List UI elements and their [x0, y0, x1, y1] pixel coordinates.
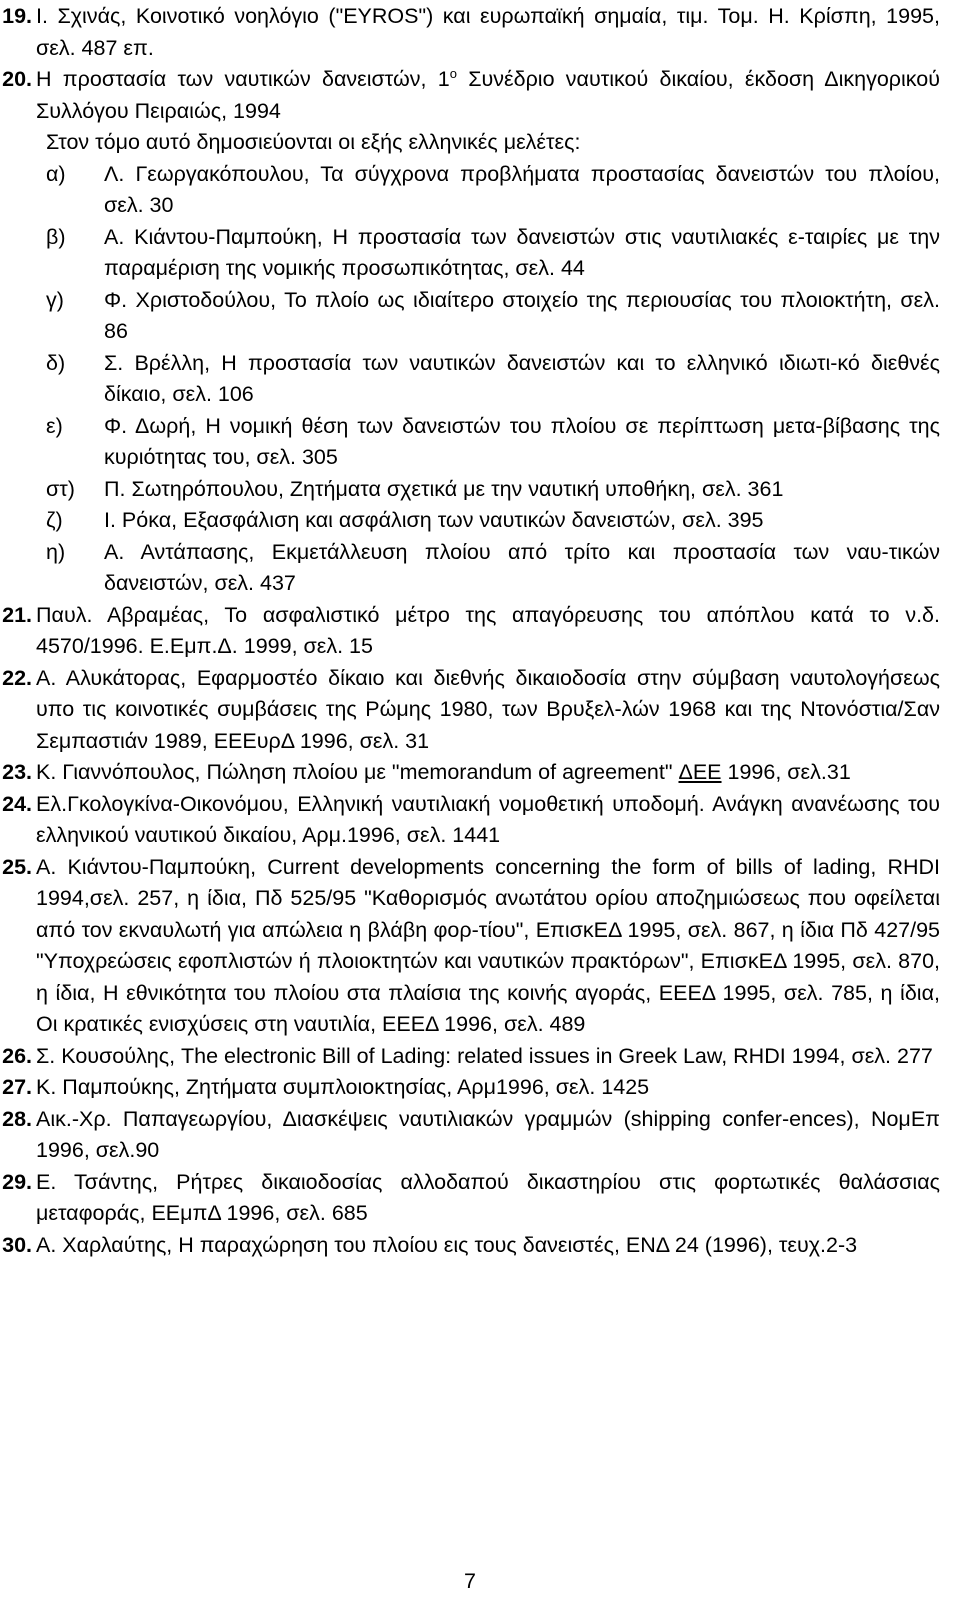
- item-number: 23.: [2, 760, 32, 784]
- item-text: Αικ.-Χρ. Παπαγεωργίου, Διασκέψεις ναυτιλιακών γραμμών (shipping confer-ences), ΝομΕπ 1996, σελ.90: [36, 1106, 940, 1162]
- sublist-text: Σ. Βρέλλη, Η προστασία των ναυτικών δανειστών και το ελληνικό ιδιωτι-κό διεθνές δίκαιο, σελ. 106: [104, 350, 940, 406]
- sublist-text: Α. Κιάντου-Παμπούκη, Η προστασία των δανειστών στις ναυτιλιακές ε-ταιρίες με την παραμέριση της νομικής προσωπικότητας, σελ. 44: [104, 224, 940, 280]
- sublist-item: [36, 474, 940, 506]
- item-text-part: 1996, σελ.31: [721, 760, 851, 784]
- sublist-item: [36, 537, 940, 600]
- list-item: [0, 64, 940, 127]
- sublist-item: [36, 348, 940, 411]
- item-number: 22.: [2, 665, 32, 690]
- superscript: ο: [449, 65, 457, 81]
- sublist-row: [0, 159, 940, 600]
- page-number: 7: [464, 1569, 476, 1593]
- item-number: 29.: [2, 1169, 32, 1194]
- list-item: [0, 1072, 940, 1104]
- sublist-intro: Στον τόμο αυτό δημοσιεύονται οι εξής ελληνικές μελέτες:: [46, 130, 581, 154]
- sublist-item: [36, 505, 940, 537]
- sublist: [36, 159, 940, 600]
- item-number: 19.: [2, 4, 32, 28]
- item-number: 24.: [2, 791, 32, 816]
- sublist-label: στ): [46, 476, 75, 501]
- sublist-item: [36, 285, 940, 348]
- item-text-part: Κ. Γιαννόπουλος, Πώληση πλοίου με "memorandum of agreement": [36, 760, 679, 784]
- sublist-label: γ): [46, 287, 64, 312]
- sublist-label: δ): [46, 350, 66, 375]
- sublist-text: Φ. Δωρή, Η νομική θέση των δανειστών του πλοίου σε περίπτωση μετα-βίβασης της κυριότητας του, σελ. 305: [104, 413, 940, 469]
- item-number: 30.: [2, 1232, 32, 1257]
- list-item: [0, 663, 940, 758]
- sublist-item: [36, 159, 940, 222]
- item-number: 26.: [2, 1043, 32, 1068]
- item-text: Παυλ. Αβραμέας, Το ασφαλιστικό μέτρο της απαγόρευσης του απόπλου κατά το ν.δ. 4570/1996. Ε.Εμπ.Δ. 1999, σελ. 15: [36, 602, 940, 658]
- list-item: [0, 1041, 940, 1073]
- list-item: [0, 1230, 940, 1262]
- list-item: [0, 757, 940, 789]
- list-item: [0, 789, 940, 852]
- item-number: 25.: [2, 854, 32, 879]
- item-text: [36, 757, 940, 789]
- bibliography-list: [0, 1, 940, 1261]
- list-item: [0, 1, 940, 64]
- sublist-text: Α. Αντάπασης, Εκμετάλλευση πλοίου από τρίτο και προστασία των ναυ-τικών δανειστών, σελ. 437: [104, 539, 940, 595]
- sublist-label: α): [46, 161, 66, 186]
- sublist-item: [36, 222, 940, 285]
- item-text: Κ. Παμπούκης, Ζητήματα συμπλοιοκτησίας, Αρμ1996, σελ. 1425: [36, 1075, 650, 1099]
- sublist-intro-row: [0, 127, 940, 159]
- list-item: [0, 600, 940, 663]
- item-text-part: Συνέδριο ναυτικού δικαίου, έκδοση Δικηγορικού Συλλόγου Πειραιώς, 1994: [36, 67, 940, 123]
- sublist-text: Ι. Ρόκα, Εξασφάλιση και ασφάλιση των ναυτικών δανειστών, σελ. 395: [104, 508, 764, 532]
- sublist-item: [36, 411, 940, 474]
- sublist-label: ζ): [46, 508, 63, 532]
- item-number: 20.: [2, 67, 32, 91]
- list-item: [0, 852, 940, 1041]
- item-number: 28.: [2, 1106, 32, 1131]
- item-text: Ελ.Γκολογκίνα-Οικονόμου, Ελληνική ναυτιλιακή νομοθετική υποδομή. Ανάγκη ανανέωσης του ελληνικού ναυτικού δικαίου, Αρμ.1996, σελ. 1441: [36, 791, 940, 847]
- item-text: Α. Αλυκάτορας, Εφαρμοστέο δίκαιο και διεθνής δικαιοδοσία στην σύμβαση ναυτολογήσεως υπο τις κοινοτικές συμβάσεις της Ρώμης 1980, των Βρυξελ-λών 1968 και της Ντονόστια/Σαν Σεμπαστιάν 1989, ΕΕΕυρΔ 1996, σελ. 31: [36, 665, 940, 753]
- item-text: Α. Κιάντου-Παμπούκη, Current developments concerning the form of bills of lading, RHDI 1994,σελ. 257, η ίδια, Πδ 525/95 "Καθορισμός ανωτάτου ορίου αποζημιώσεως που οφείλεται από τον εκναυλωτή για απώλεια η βλάβη φορ-τίου", ΕπισκΕΔ 1995, σελ. 867, η ίδια Πδ 427/95 "Υποχρεώσεις εφοπλιστών ή πλοιοκτητών και ναυτικών πρακτόρων", ΕπισκΕΔ 1995, σελ. 870, η ίδια, Η εθνικότητα του πλοίου στα πλαίσια της κοινής αγοράς, ΕΕΕΔ 1995, σελ. 785, η ίδια, Οι κρατικές ενισχύσεις στη ναυτιλία, ΕΕΕΔ 1996, σελ. 489: [36, 854, 940, 1036]
- list-item: [0, 1167, 940, 1230]
- sublist-text: Π. Σωτηρόπουλου, Ζητήματα σχετικά με την ναυτική υποθήκη, σελ. 361: [104, 476, 784, 501]
- sublist-label: ε): [46, 413, 63, 438]
- sublist-label: η): [46, 539, 66, 564]
- item-text: Α. Χαρλαύτης, Η παραχώρηση του πλοίου εις τους δανειστές, ΕΝΔ 24 (1996), τευχ.2-3: [36, 1232, 858, 1257]
- item-text: [36, 64, 940, 127]
- item-text: Σ. Κουσούλης, The electronic Bill of Lading: related issues in Greek Law, RHDI 1994, σελ. 277: [36, 1043, 933, 1068]
- underlined-abbreviation: ΔΕΕ: [678, 760, 722, 784]
- sublist-text: Φ. Χριστοδούλου, Το πλοίο ως ιδιαίτερο στοιχείο της περιουσίας του πλοιοκτήτη, σελ. 86: [104, 287, 940, 343]
- item-text: Ι. Σχινάς, Κοινοτικό νοηλόγιο ("EYROS") και ευρωπαϊκή σημαία, τιμ. Τομ. Η. Κρίσπη, 1995, σελ. 487 επ.: [36, 4, 940, 60]
- item-number: 21.: [2, 602, 32, 627]
- sublist-label: β): [46, 224, 66, 249]
- item-text: Ε. Τσάντης, Ρήτρες δικαιοδοσίας αλλοδαπού δικαστηρίου στις φορτωτικές θαλάσσιας μεταφοράς, ΕΕμπΔ 1996, σελ. 685: [36, 1169, 940, 1225]
- item-text-part: Η προστασία των ναυτικών δανειστών, 1: [36, 67, 450, 91]
- list-item: [0, 1104, 940, 1167]
- sublist-text: Λ. Γεωργακόπουλου, Τα σύγχρονα προβλήματα προστασίας δανειστών του πλοίου, σελ. 30: [104, 161, 940, 217]
- item-number: 27.: [2, 1075, 32, 1099]
